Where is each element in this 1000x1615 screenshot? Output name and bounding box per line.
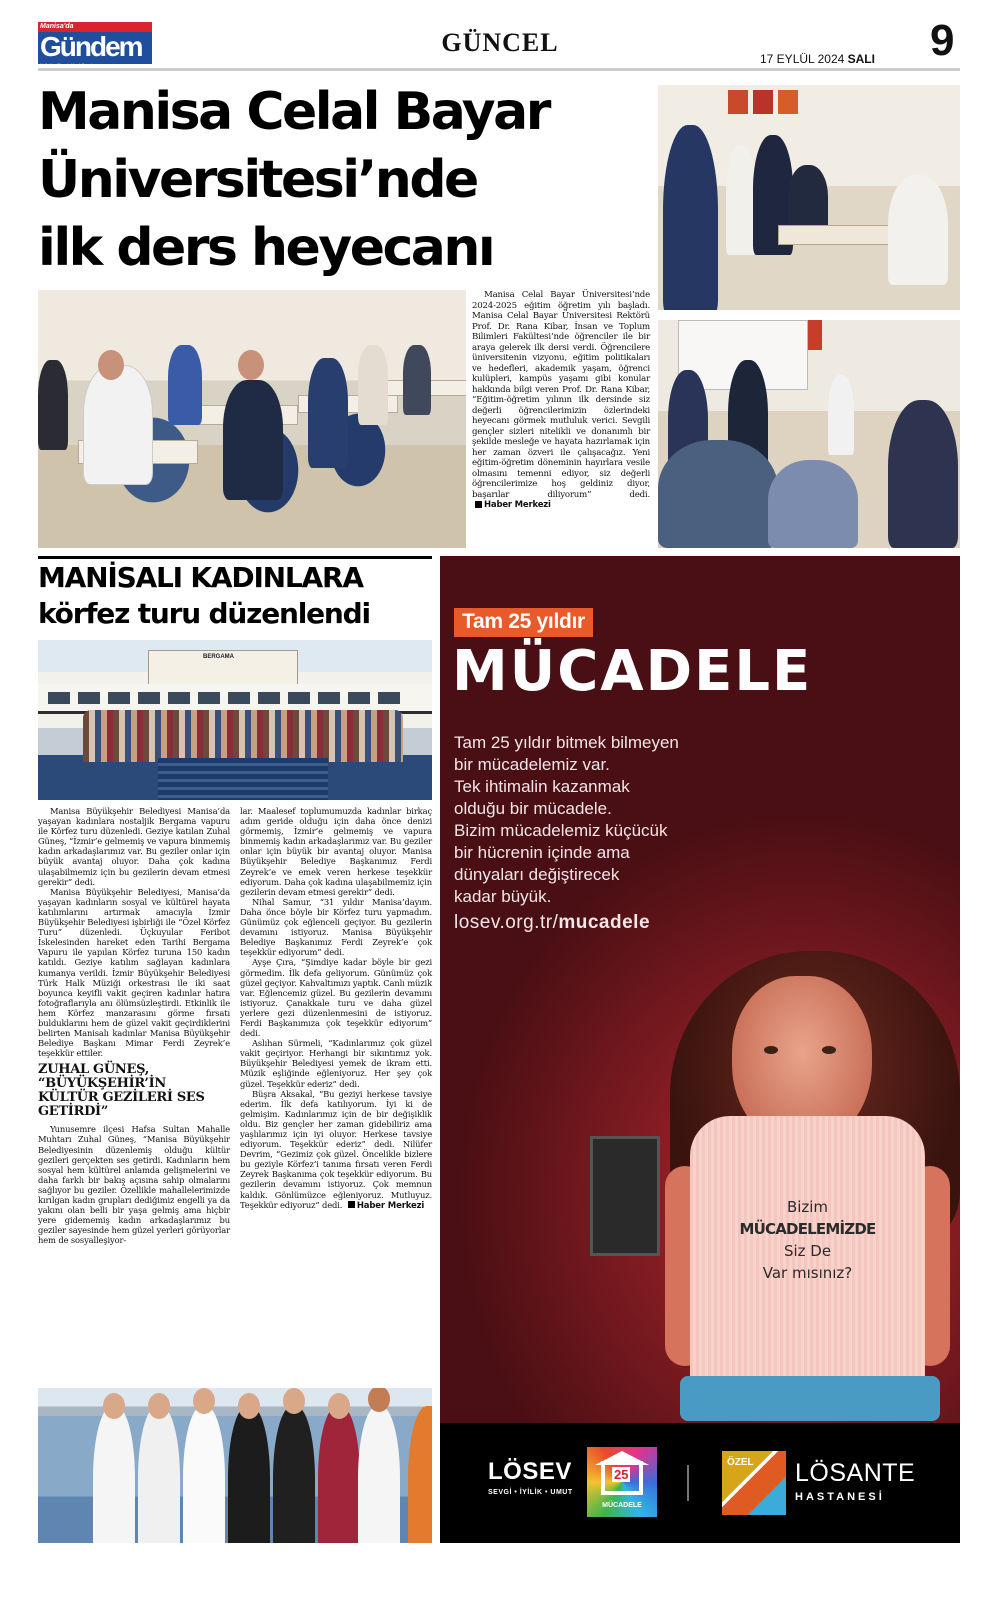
article1-text: Manisa Celal Bayar Üniversitesi’nde 2024-2025 eğitim öğretim yılı başladı. Manisa Celal Bayar Üniversitesi Rektörü Prof. Dr. Rana Kibar, İnsan ve Toplum Bilimleri Fakültesi’nde öğrenciler ile bir araya gelerek ilk dersi verdi. Öğrencilere üniversitenin vizyonu, eğitim politikaları ve hedefleri, akademik yaşam, öğrenci kulüpleri, kampüs yaşamı gibi konular hakkında bilgi veren Prof. Dr. Rana Kibar, “Eğitim-öğretim yılının ilk dersinde siz değerli öğrencilerimizin özlerindeki heyecanı görmek mutluluk verici. Sevgili gençler sizleri nitelikli ve donanımlı bir şekilde mesleğe ve hayata hazırlamak için her zaman özveri ile çalışacağız. Yeni eğitim-öğretim döneminin hayırlara vesile olmasını temenni ediyor, siz değerli öğrencilerimize hoş geldiniz diyor, başarılar diliyorum” dedi. (472, 290, 650, 500)
losante-logo-icon (722, 1451, 786, 1515)
square-bullet-icon (348, 1201, 355, 1208)
ad-copy-line: Bizim mücadelemiz küçücük (454, 821, 668, 840)
paragraph: lar. Maalesef toplumumuzda kadınlar birkaç adım geride olduğu için daha önce denizi görmemiş, İzmir’e gelmemiş ve vapura binmemiş kadın arkadaşlarımız var. Bu geziler onlar için büyük bir avantaj oluyor. Manisa Büyükşehir Belediye Başkanımız Ferdi Zeyrek’e ve emek veren herkese teşekkür ediyorum. Daha çok kadına ulaşabilmemiz için gezilerin devam etmesi gerekir” dedi. (240, 806, 432, 897)
article2-byline (345, 1201, 424, 1211)
losante-logo-text: LÖSANTE (795, 1459, 916, 1487)
article2-subhead: ZUHAL GÜNEŞ, “BÜYÜKŞEHİR’İN KÜLTÜR GEZİLERİ SES GETİRDİ” (38, 1062, 205, 1120)
url-path: mucadele (558, 912, 651, 933)
masthead-small: Manisa'da (40, 23, 74, 30)
article2-headline (38, 560, 434, 632)
shirt-line: Var mısınız? (762, 1264, 853, 1282)
ferry-group-photo (38, 640, 432, 800)
headline-line: Manisa Celal Bayar (38, 82, 549, 142)
losev-25-logo-icon (587, 1447, 657, 1517)
losev-logo-text: LÖSEV (488, 1458, 572, 1485)
ozel-label: ÖZEL (727, 1457, 754, 1468)
ad-footer (440, 1423, 960, 1543)
ad-copy-line: bir mücadelemiz var. (454, 755, 610, 774)
shirt-slogan (690, 1196, 925, 1284)
ad-copy-line: bir hücrenin içinde ama (454, 843, 630, 862)
section-title: GÜNCEL (441, 28, 559, 57)
article2-column-2 (240, 806, 432, 1211)
headline-line: MANİSALI KADINLARA (38, 561, 363, 594)
weekday-text: SALI (847, 52, 875, 66)
badge-number: 25 (614, 1467, 629, 1482)
classroom-photo-main (38, 290, 466, 548)
losev-slogan: SEVGİ • İYİLİK • UMUT (488, 1489, 573, 1496)
losev-advertisement[interactable] (440, 556, 960, 1543)
article1-headline (38, 78, 650, 282)
ad-headline: MÜCADELE (452, 639, 813, 704)
ad-copy-line: Tam 25 yıldır bitmek bilmeyen (454, 733, 679, 752)
shirt-line: Siz De (783, 1242, 832, 1260)
paragraph: Nihal Samur, “31 yıldır Manisa’dayım. Daha önce böyle bir Körfez turu yapmadım. Günümüz çok eğlenceli geçiyor. Bu gezilerin devamını istiyoruz. Manisa Büyükşehir Belediye Başkanımız Ferdi Zeyrek’e çok teşekkür ediyorum” dedi. (240, 896, 432, 958)
women-group-photo (38, 1388, 432, 1543)
ad-badge: Tam 25 yıldır (454, 608, 593, 637)
paragraph: Ayşe Çıra, “Şimdiye kadar böyle bir gezi görmedim. İlk defa geliyorum. Günümüz çok güzel geçiyor. Kahvaltımızı yaptık. Canlı müzik var. Eğlencemiz güzel. Bu gezilerin devamını istiyoruz. Çanakkale turu ve daha güzel yerlere gezi düzenlenmesini de istiyoruz. Ferdi Başkanımıza çok teşekkür ediyorum” dedi. (240, 957, 432, 1039)
masthead-title: Gündem (40, 31, 142, 62)
ad-copy (454, 732, 754, 908)
ad-copy-line: olduğu bir mücadele. (454, 799, 612, 818)
article2-rule (38, 556, 432, 559)
logo-divider (687, 1465, 689, 1501)
shirt-line: MÜCADELEMİZDE (739, 1220, 876, 1238)
article1-byline (472, 500, 551, 510)
shirt-line: Bizim (786, 1198, 829, 1216)
square-bullet-icon (475, 501, 482, 508)
masthead-tagline: Haftalık · Siyasi · Yerel Gazete (40, 63, 95, 67)
paragraph: Yunusemre ilçesi Hafsa Sultan Mahalle Muhtarı Zuhal Güneş, “Manisa Büyükşehir Belediyesinin düzenlemiş olduğu kültür gezileri gerçekten ses getirdi. Kadınların hem sosyal hem kültürel anlamda gelişmelerini ve daha farklı bir bakış açısına sahip olmalarını sağlıyor bu geziler. Özellikle mahallelerimizde kırılgan kadın grupları dediğimiz engelli ya da yakını olan belli bir yaşa gelmiş ama hiçbir yere gidememiş kadın arkadaşlarımız bu geziler sayesinde hem güzel yerleri görüyorlar hem de sosyalleşiyor- (38, 1124, 230, 1246)
losante-subtitle: HASTANESİ (795, 1491, 885, 1503)
paragraph: Aslıhan Sürmeli, “Kadınlarımız çok güzel vakit geçiriyor. Herhangi bir sıkıntımız yok. Büyükşehir Belediyesi yemek de ikram etti. Müzik eşliğinde eğleniyoruz. Her şey çok güzel. Teşekkür ederiz” dedi. (240, 1038, 432, 1089)
paragraph: Manisa Büyükşehir Belediyesi Manisa’da yaşayan kadınlara nostaljik Bergama vapuru ile Körfez turu düzenledi. Geziye katılan Zuhal Güneş, “İzmir’e gelmemiş ve vapura binmemiş kadın arkadaşlarımız var. Bu geziler onlar için büyük avantaj oluyor. Daha çok kadına ulaşabilmemiz için bu gezilerin devam etmesi gerekir” dedi. (38, 806, 230, 887)
ad-copy-line: Tek ihtimalin kazanmak (454, 777, 630, 796)
badge-label: MÜCADELE (602, 1502, 642, 1509)
article2-column-1 (38, 806, 230, 1245)
paragraph: Büşra Aksakal, “Bu geziyi herkese tavsiye ederim. İlk defa katılıyorum. İyi ki de gelmişim. Kadınlarımız için de bir değişiklik oldu. Biz gençler her zaman gidebiliriz ama yaşlılarımız için iyi oluyor. Herkese tavsiye ediyorum. Teşekkür ederiz” dedi. Nilüfer Devrim, “Gezimiz çok güzel. Öncelikle bizlere bu geziyle Körfez’i tanıma fırsatı veren Ferdi Zeyrek Başkanıma çok teşekkür ediyorum. Bu gezilerin devamını istiyoruz. Çok memnun kaldık. Gönlümüzce eğleniyoruz. Mutluyuz. Teşekkür ediyoruz” dedi. (240, 1088, 432, 1210)
byline-text: Haber Merkezi (356, 1200, 425, 1211)
classroom-photo-rector (658, 85, 960, 310)
headline-line: körfez turu düzenlendi (38, 597, 370, 630)
ad-url-link[interactable] (454, 912, 650, 934)
masthead-logo[interactable] (38, 22, 152, 67)
url-prefix: losev.org.tr/ (454, 912, 559, 933)
paragraph: Manisa Büyükşehir Belediyesi, Manisa’da yaşayan kadınların sosyal ve kültürel hayata katılımlarını artırmak amacıyla İzmir Büyükşehir Belediyesi işbirliği ile “Özel Körfez Turu” düzenledi. Üçkuyular Feribot İskelesinden hareket eden Tarihi Bergama Vapuru ile yapılan Körfez turuna 150 kadın katıldı. Geziye katılım sağlayan kadınlara kumanya verildi. İzmir Büyükşehir Belediyesi Türk Halk Müziği orkestrası ile iki saat boyunca keyifli vakit geçiren kadınlar hatıra fotoğraflarıyla anı ölümsüzleştirdi. Etkinlik ile hem Körfez manzarasını görme fırsatı bulduklarını hem de güzel vakit geçirdiklerini belirten Manisalı kadınlar Manisa Büyükşehir Belediye Başkanı Mimar Ferdi Zeyrek’e teşekkür ettiler. (38, 886, 230, 1059)
header-divider (38, 68, 960, 71)
ad-copy-line: kadar büyük. (454, 887, 552, 906)
issue-date (760, 52, 875, 66)
byline-text: Haber Merkezi (484, 500, 551, 510)
ad-copy-line: dünyaları değiştirecek (454, 865, 620, 884)
headline-line: Üniversitesi’nde (38, 150, 477, 210)
date-text: 17 EYLÜL 2024 (760, 52, 845, 66)
article1-body (472, 290, 650, 511)
classroom-photo-lecture (658, 320, 960, 548)
ferry-name: BERGAMA (203, 654, 234, 660)
medical-monitor-image (590, 1136, 660, 1256)
page-number: 9 (930, 16, 955, 65)
headline-line: ilk ders heyecanı (38, 218, 494, 278)
